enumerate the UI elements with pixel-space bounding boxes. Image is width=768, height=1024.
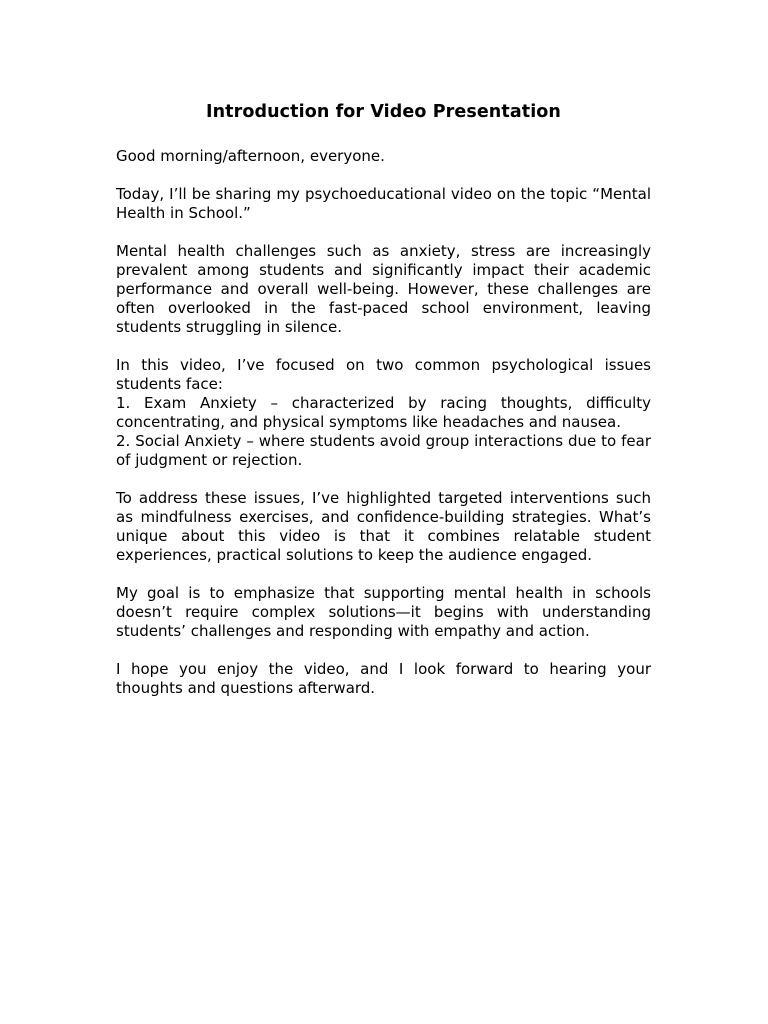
greeting-paragraph: Good morning/afternoon, everyone. xyxy=(116,147,385,165)
issue-item-social-anxiety: 2. Social Anxiety – where students avoid group interactions due to fear of judgment or rejection. xyxy=(116,432,651,469)
challenges-paragraph: Mental health challenges such as anxiety, stress are increasingly prevalent among students and significantly impact their academic performance and overall well-being. However, these challenges are often overlooked in the fast-paced school environment, leaving students struggling in silence. xyxy=(116,242,651,336)
issue-item-exam-anxiety: 1. Exam Anxiety – characterized by racing thoughts, difficulty concentrating, and physical symptoms like headaches and nausea. xyxy=(116,394,651,431)
intro-paragraph: Today, I’ll be sharing my psychoeducational video on the topic “Mental Health in School.” xyxy=(116,185,651,222)
focus-intro-text: In this video, I’ve focused on two common psychological issues students face: xyxy=(116,356,651,393)
document-page xyxy=(116,100,651,717)
document-title: Introduction for Video Presentation xyxy=(206,102,561,122)
interventions-paragraph: To address these issues, I’ve highlighted targeted interventions such as mindfulness exercises, and confidence-building strategies. What’s unique about this video is that it combines relatable student experiences, practical solutions to keep the audience engaged. xyxy=(116,489,651,564)
goal-paragraph: My goal is to emphasize that supporting mental health in schools doesn’t require complex solutions—it begins with understanding students’ challenges and responding with empathy and action. xyxy=(116,584,651,640)
closing-paragraph: I hope you enjoy the video, and I look forward to hearing your thoughts and questions afterward. xyxy=(116,660,651,697)
focus-paragraph xyxy=(116,356,651,470)
